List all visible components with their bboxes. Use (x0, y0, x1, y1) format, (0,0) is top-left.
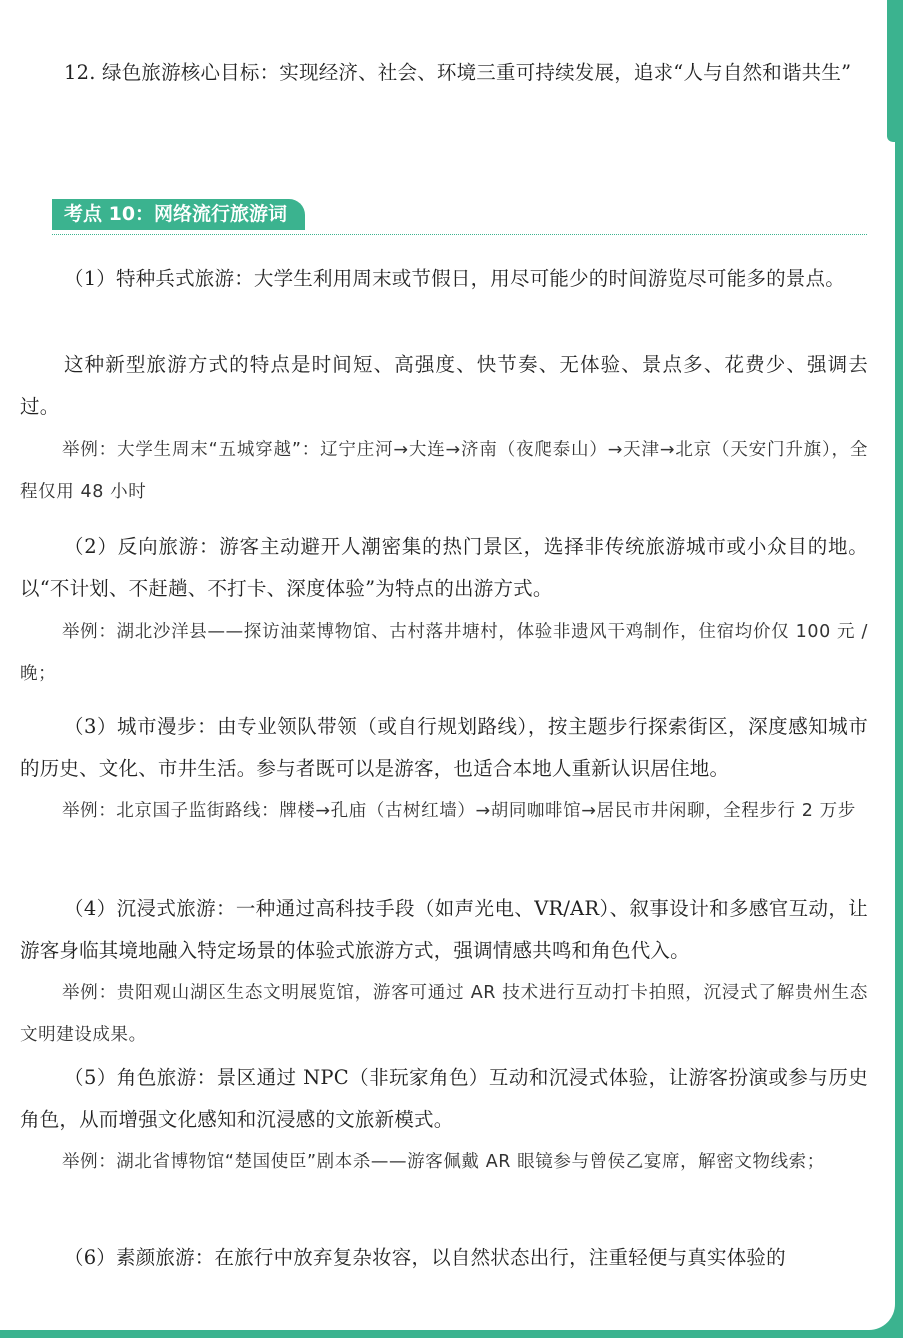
entry-3-example: 举例：北京国子监街路线：牌楼→孔庙（古树红墙）→胡同咖啡馆→居民市井闲聊，全程步行 2 万步 (62, 801, 856, 821)
entry-6-paragraph: （6）素颜旅游：在旅行中放弃复杂妆容，以自然状态出行，注重轻便与真实体验的 (64, 1246, 786, 1269)
entry-2-paragraph: （2）反向旅游：游客主动避开人潮密集的热门景区，选择非传统旅游城市或小众目的地。以“不计划、不赶趟、不打卡、深度体验”为特点的出游方式。 (20, 535, 868, 600)
entry-1-example: 举例：大学生周末“五城穿越”：辽宁庄河→大连→济南（夜爬泰山）→天津→北京（天安门升旗），全程仅用 48 小时 (20, 440, 868, 502)
page-edge-decoration (887, 0, 895, 142)
entry-3-paragraph: （3）城市漫步：由专业领队带领（或自行规划路线），按主题步行探索街区，深度感知城市的历史、文化、市井生活。参与者既可以是游客，也适合本地人重新认识居住地。 (20, 715, 868, 780)
entry-2-example: 举例：湖北沙洋县——探访油菜博物馆、古村落井塘村，体验非遗风干鸡制作，住宿均价仅 100 元 / 晚； (20, 622, 868, 684)
entry-1-paragraph-2: 这种新型旅游方式的特点是时间短、高强度、快节奏、无体验、景点多、花费少、强调去过。 (20, 353, 868, 418)
entry-5-paragraph: （5）角色旅游：景区通过 NPC（非玩家角色）互动和沉浸式体验，让游客扮演或参与历史角色，从而增强文化感知和沉浸感的文旅新模式。 (20, 1066, 868, 1131)
entry-4-paragraph: （4）沉浸式旅游：一种通过高科技手段（如声光电、VR/AR）、叙事设计和多感官互动，让游客身临其境地融入特定场景的体验式旅游方式，强调情感共鸣和角色代入。 (20, 897, 868, 962)
item-12-paragraph: 12. 绿色旅游核心目标：实现经济、社会、环境三重可持续发展，追求“人与自然和谐共生” (64, 61, 852, 84)
section-heading: 考点 10：网络流行旅游词 (52, 199, 305, 230)
entry-1-paragraph: （1）特种兵式旅游：大学生利用周末或节假日，用尽可能少的时间游览尽可能多的景点。 (64, 267, 845, 290)
entry-4-example: 举例：贵阳观山湖区生态文明展览馆，游客可通过 AR 技术进行互动打卡拍照，沉浸式了解贵州生态文明建设成果。 (20, 983, 868, 1045)
entry-5-example: 举例：湖北省博物馆“楚国使臣”剧本杀——游客佩戴 AR 眼镜参与曾侯乙宴席，解密文物线索； (62, 1152, 825, 1172)
heading-divider (52, 234, 867, 235)
